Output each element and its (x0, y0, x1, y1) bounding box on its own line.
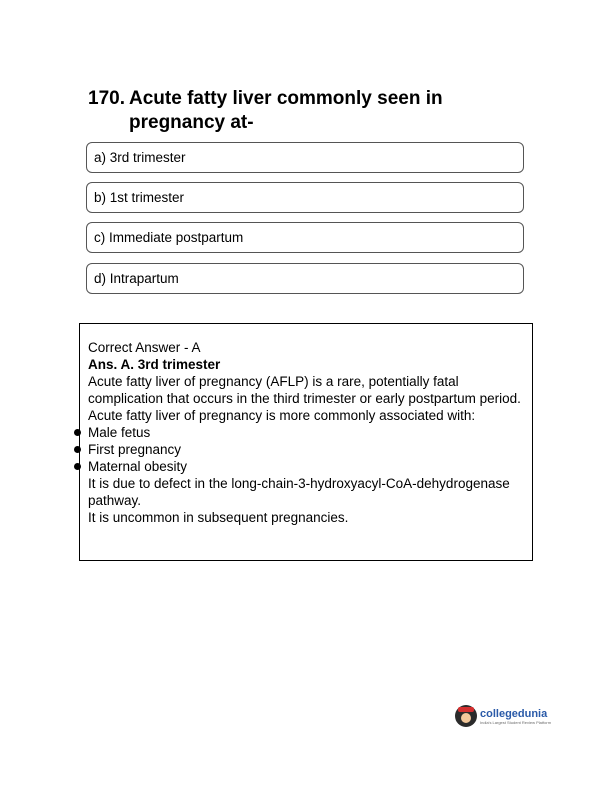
explanation-paragraph-1: Acute fatty liver of pregnancy (AFLP) is a rare, potentially fatal complication that occurs in the third trimester or early postpartum period. (88, 374, 521, 406)
correct-answer-label: Correct Answer - A (88, 340, 201, 355)
list-item: Maternal obesity (88, 458, 524, 475)
answer-heading: Ans. A. 3rd trimester (88, 357, 221, 372)
list-item: First pregnancy (88, 441, 524, 458)
option-c[interactable]: c) Immediate postpartum (86, 222, 524, 253)
question-number: 170. (88, 88, 125, 109)
collegedunia-logo (455, 705, 551, 727)
question-heading (88, 87, 528, 135)
list-item: Male fetus (88, 424, 524, 441)
option-d[interactable]: d) Intrapartum (86, 263, 524, 294)
bullet-icon (74, 463, 81, 470)
bullet-icon (74, 446, 81, 453)
mascot-icon (455, 705, 477, 727)
bullet-icon (74, 429, 81, 436)
logo-tagline: India's Largest Student Review Platform (480, 719, 552, 725)
association-list (88, 424, 524, 475)
question-text: Acute fatty liver commonly seen in pregnancy at- (129, 88, 443, 133)
explanation-paragraph-3: It is due to defect in the long-chain-3-hydroxyacyl-CoA-dehydrogenase pathway. (88, 476, 510, 508)
explanation-paragraph-4: It is uncommon in subsequent pregnancies. (88, 510, 349, 525)
answer-explanation-box (79, 323, 533, 561)
explanation-paragraph-2: Acute fatty liver of pregnancy is more commonly associated with: (88, 408, 476, 423)
option-b[interactable]: b) 1st trimester (86, 182, 524, 213)
option-a[interactable]: a) 3rd trimester (86, 142, 524, 173)
logo-name: collegedunia (480, 707, 548, 720)
